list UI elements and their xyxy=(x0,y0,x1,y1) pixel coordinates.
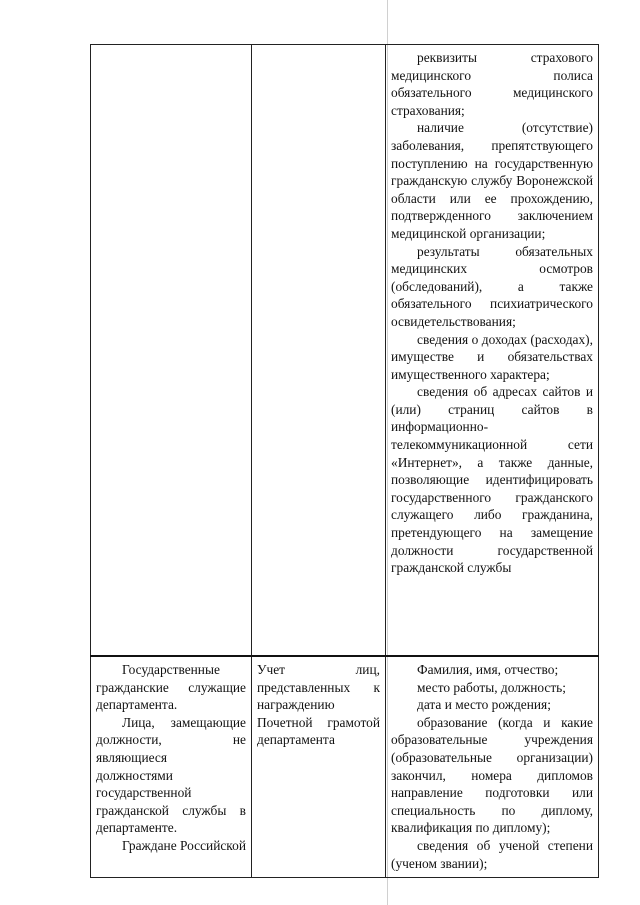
paragraph: Государственные гражданские служащие департамента. xyxy=(96,662,246,713)
paragraph: сведения об адресах сайтов и (или) страниц сайтов в информационно-телекоммуникационной сети «Интернет», а также данные, позволяющие идентифицировать государственного гражданского служащего либо гражданина, претендующего на замещение должности государственной гражданской службы xyxy=(391,384,593,576)
table-row xyxy=(91,45,599,657)
paragraph: результаты обязательных медицинских осмотров (обследований), а также обязательного психиатрического освидетельствования; xyxy=(391,243,593,329)
paragraph: Учет лиц, представленных к награждению Почетной грамотой департамента xyxy=(257,662,380,748)
table-row xyxy=(91,656,599,878)
paragraph: дата и место рождения; xyxy=(417,697,551,713)
paragraph: образование (когда и какие образовательные учреждения (образовательные организации) закончил, номера дипломов направление подготовки или специальность по диплому, квалификация по диплому); xyxy=(391,714,593,836)
cell-purpose xyxy=(252,656,386,878)
paragraph: сведения об ученой степени (ученом звании); xyxy=(391,837,593,871)
paragraph: наличие (отсутствие) заболевания, препятствующего поступлению на государственную гражданскую службу Воронежской области или ее прохождению, подтвержденного заключением медицинской организации; xyxy=(391,120,593,241)
cell-purpose xyxy=(252,45,386,657)
paragraph: Лица, замещающие должности, не являющиеся должностями государственной гражданской службы в департаменте. xyxy=(96,714,246,836)
paragraph: реквизиты страхового медицинского полиса обязательного медицинского страхования; xyxy=(391,50,593,118)
cell-subjects xyxy=(91,45,252,657)
cell-data-list xyxy=(386,45,599,657)
paragraph: Фамилия, имя, отчество; xyxy=(417,662,559,677)
cell-data-list xyxy=(386,656,599,878)
paragraph: Граждане Российской xyxy=(122,837,246,853)
paragraph: сведения о доходах (расходах), имуществе и обязательствах имущественного характера; xyxy=(391,331,593,382)
cell-subjects xyxy=(91,656,252,878)
paragraph: место работы, должность; xyxy=(417,679,567,695)
document-table xyxy=(90,44,599,878)
